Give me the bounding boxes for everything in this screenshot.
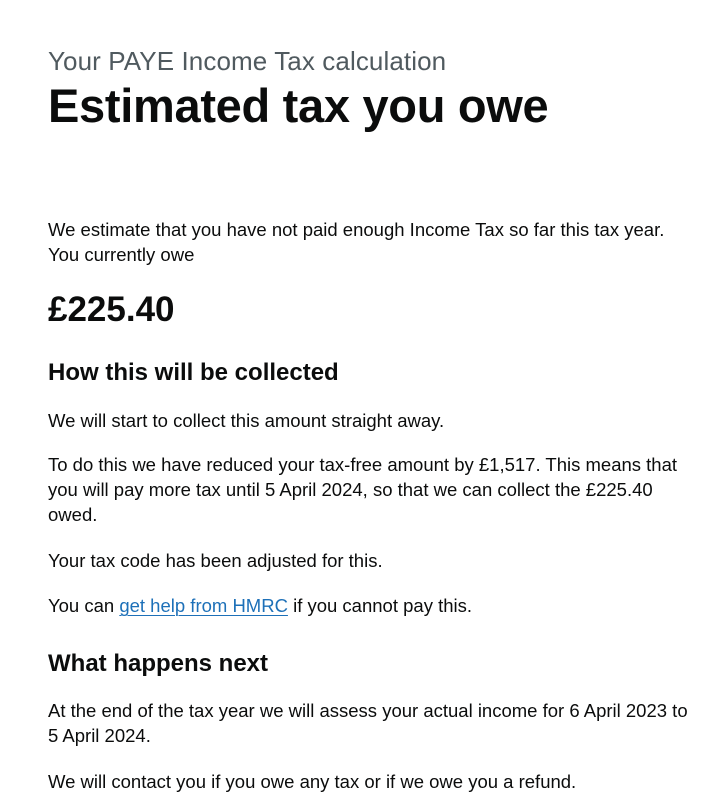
collection-heading: How this will be collected [48, 359, 339, 386]
help-prefix: You can [48, 595, 115, 616]
next-steps-paragraph-1: At the end of the tax year we will assess your actual income for 6 April 2023 to 5 April 2024. [48, 700, 688, 746]
get-help-from-hmrc-link[interactable]: get help from HMRC [119, 595, 288, 616]
intro-line-2: You currently owe [48, 244, 195, 265]
next-steps-heading: What happens next [48, 650, 269, 677]
collection-paragraph-1: We will start to collect this amount straight away. [48, 410, 445, 431]
page-caption: Your PAYE Income Tax calculation [48, 46, 447, 76]
intro-line-1: We estimate that you have not paid enough Income Tax so far this tax year. [48, 219, 665, 240]
next-steps-paragraph-2: We will contact you if you owe any tax or if we owe you a refund. [48, 771, 577, 792]
collection-paragraph-2: To do this we have reduced your tax-free amount by £1,517. This means that you will pay more tax until 5 April 2024, so that we can collect the £225.40 owed. [48, 454, 678, 525]
tax-code-paragraph: Your tax code has been adjusted for this. [48, 550, 383, 571]
amount-owed: £225.40 [48, 290, 175, 329]
help-suffix: if you cannot pay this. [293, 595, 473, 616]
intro-text [48, 217, 688, 267]
help-paragraph [48, 593, 688, 618]
page-title: Estimated tax you owe [48, 79, 549, 132]
